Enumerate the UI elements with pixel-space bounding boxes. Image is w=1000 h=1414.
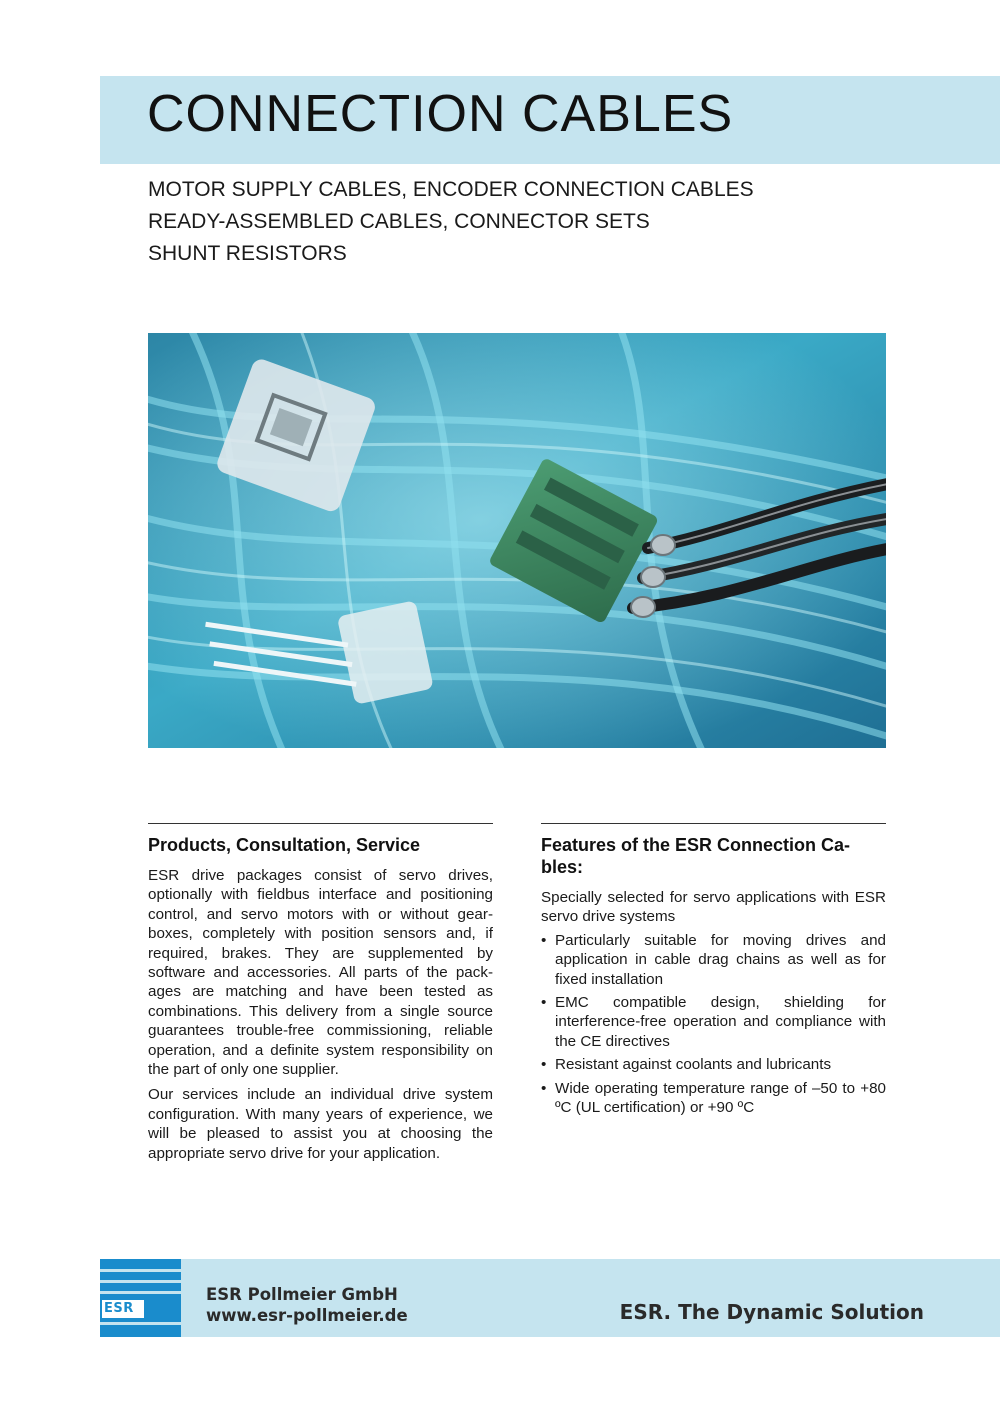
section-heading: Features of the ESR Connection Cables: — [541, 835, 851, 877]
subtitle-line: MOTOR SUPPLY CABLES, ENCODER CONNECTION CABLES — [148, 178, 754, 201]
section-heading: Products, Consultation, Service — [148, 835, 421, 855]
features-section — [541, 823, 886, 1121]
list-item — [541, 993, 886, 1051]
list-item — [541, 1055, 886, 1074]
logo-stripe — [100, 1269, 181, 1272]
feature-text: Resistant against coolants and lubricants — [555, 1056, 832, 1074]
logo-text: ESR — [104, 1301, 134, 1316]
list-item — [541, 1079, 886, 1118]
list-item — [541, 931, 886, 989]
website-link[interactable]: www.esr-pollmeier.de — [206, 1306, 408, 1325]
feature-list — [541, 931, 886, 1118]
feature-text: EMC compatible design, shielding for interference-free operation and compliance with the CE directives — [555, 994, 886, 1050]
products-section — [148, 823, 493, 1169]
slogan: ESR. The Dynamic Solution — [619, 1300, 924, 1324]
cables-illustration — [148, 333, 886, 748]
bullet-icon: • — [541, 1056, 547, 1074]
section-divider — [148, 823, 493, 824]
subtitle-line: SHUNT RESISTORS — [148, 242, 347, 265]
logo-stripe — [100, 1322, 181, 1325]
bullet-icon: • — [541, 994, 547, 1012]
logo-stripe — [100, 1291, 181, 1294]
bullet-icon: • — [541, 1079, 547, 1097]
page-title: CONNECTION CABLES — [147, 85, 734, 143]
bullet-icon: • — [541, 931, 547, 949]
intro-paragraph: Specially selected for servo applications with ESR servo drive systems — [541, 889, 886, 926]
company-block — [206, 1284, 408, 1326]
company-name: ESR Pollmeier GmbH — [206, 1285, 398, 1304]
feature-text: Particularly suitable for moving drives and application in cable drag chains as well as for fixed installation — [555, 931, 886, 988]
subtitle-line: READY-ASSEMBLED CABLES, CONNECTOR SETS — [148, 210, 650, 233]
product-photo — [148, 333, 886, 748]
esr-logo — [100, 1259, 181, 1337]
logo-mark — [102, 1300, 144, 1318]
logo-stripe — [100, 1280, 181, 1283]
subtitle-block — [148, 174, 754, 270]
body-paragraph: Our services include an individual drive system configuration. With many years of experience, we will be pleased to assist you at choosing the appropriate servo drive for your application. — [148, 1086, 493, 1162]
body-paragraph: ESR drive packages consist of servo drives, optionally with fieldbus interface and positioning control, and servo motors with or without gearboxes, completely with position sensors and, if required, brakes. They are supplemented by software and accessories. All parts of the packages are matching and have been tested as combinations. This delivery from a single source guarantees trouble-free commissioning, reliable operation, and a definite system responsibility on the part of only one supplier. — [148, 867, 493, 1079]
feature-text: Wide operating temperature range of –50 to +80 ºC (UL certification) or +90 ºC — [555, 1079, 886, 1117]
section-divider — [541, 823, 886, 824]
